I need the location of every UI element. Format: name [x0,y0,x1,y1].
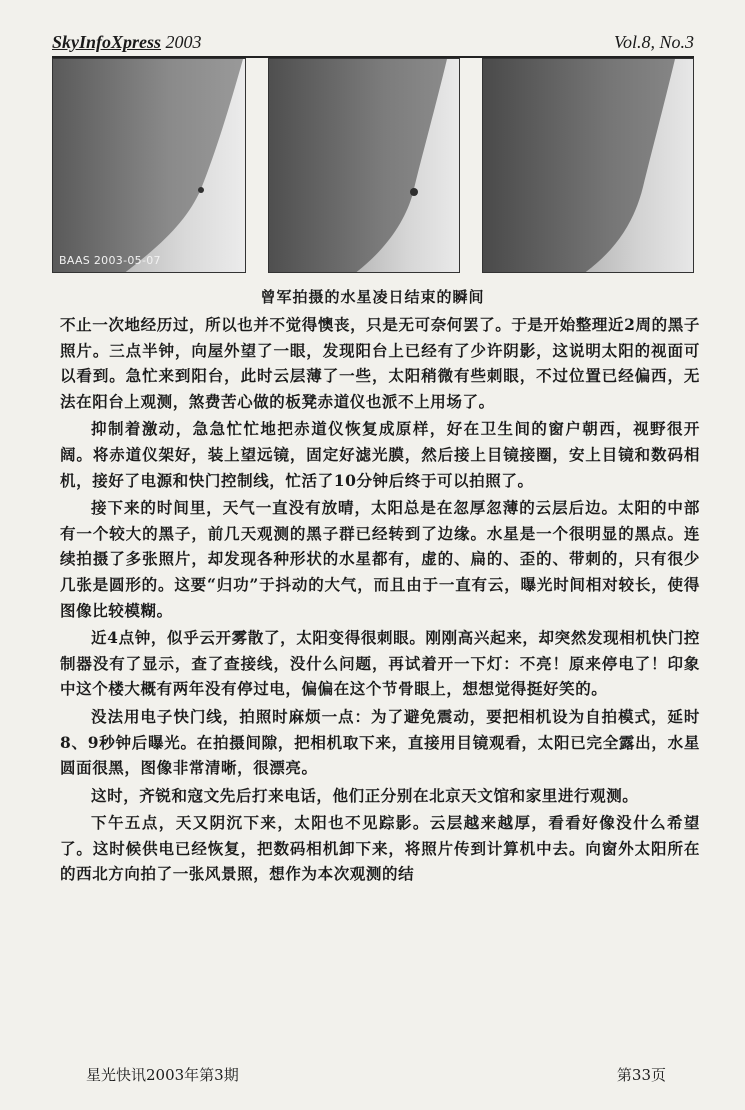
page-footer [86,1064,686,1088]
running-header [52,32,694,58]
mercury-transit-photos [52,58,694,273]
paragraph-7: 下午五点，天又阴沉下来，太阳也不见踪影。云层越来越厚，看看好像没什么希望了。这时候供电已经恢复，把数码相机卸下来，将照片传到计算机中去。向窗外太阳所在的西北方向拍了一张风景照，想作为本次观测的结 [60,813,700,884]
article-body [60,312,700,887]
journal-brand: SkyInfoXpress [52,32,162,52]
photo-date-stamp: BAAS 2003-05-07 [59,254,161,267]
issue-label: 星光快讯2003年第3期 [86,1066,239,1084]
volume-number: Vol.8, No.3 [613,32,694,52]
photo-3 [482,58,694,273]
figure-caption: 曾军拍摄的水星凌日结束的瞬间 [260,288,485,306]
paragraph-2: 抑制着激动，急急忙忙地把赤道仪恢复成原样，好在卫生间的窗户朝西，视野很开阔。将赤道仪架好，装上望远镜，固定好滤光膜，然后接上目镜接圈，安上目镜和数码相机，接好了电源和快门控制线，忙活了10分钟后终于可以拍照了。 [60,419,700,490]
photo-2 [268,58,460,273]
paragraph-6: 这时，齐锐和寇文先后打来电话，他们正分别在北京天文馆和家里进行观测。 [91,785,639,805]
paragraph-3: 接下来的时间里，天气一直没有放晴，太阳总是在忽厚忽薄的云层后边。太阳的中部有一个较大的黑子，前几天观测的黑子群已经转到了边缘。水星是一个很明显的黑点。连续拍摄了多张照片，却发现各种形状的水星都有，虚的、扁的、歪的、带刺的，只有很少几张是圆形的。这要“归功”于抖动的大气，而且由于一直有云，曝光时间相对较长，使得图像比较模糊。 [60,498,700,620]
paragraph-4: 近4点钟，似乎云开雾散了，太阳变得很刺眼。刚刚高兴起来，却突然发现相机快门控制器没有了显示，查了查接线，没什么问题，再试着开一下灯：不亮！原来停电了！印象中这个楼大概有两年没有停过电，偏偏在这个节骨眼上，想想觉得挺好笑的。 [60,628,700,699]
journal-title [52,32,202,52]
page-number: 第33页 [616,1066,666,1084]
paragraph-1: 不止一次地经历过，所以也并不觉得懊丧，只是无可奈何罢了。于是开始整理近2周的黑子照片。三点半钟，向屋外望了一眼，发现阳台上已经有了少许阴影，这说明太阳的视面可以看到。急忙来到阳台，此时云层薄了一些，太阳稍微有些刺眼，不过位置已经偏西，无法在阳台上观测，煞费苦心做的板凳赤道仪也派不上用场了。 [60,315,700,411]
journal-year: 2003 [165,32,202,52]
paragraph-5: 没法用电子快门线，拍照时麻烦一点：为了避免震动，要把相机设为自拍模式，延时8、9秒钟后曝光。在拍摄间隙，把相机取下来，直接用目镜观看，太阳已完全露出，水星圆面很黑，图像非常清晰，很漂亮。 [60,706,700,778]
photo-1 [52,58,246,273]
